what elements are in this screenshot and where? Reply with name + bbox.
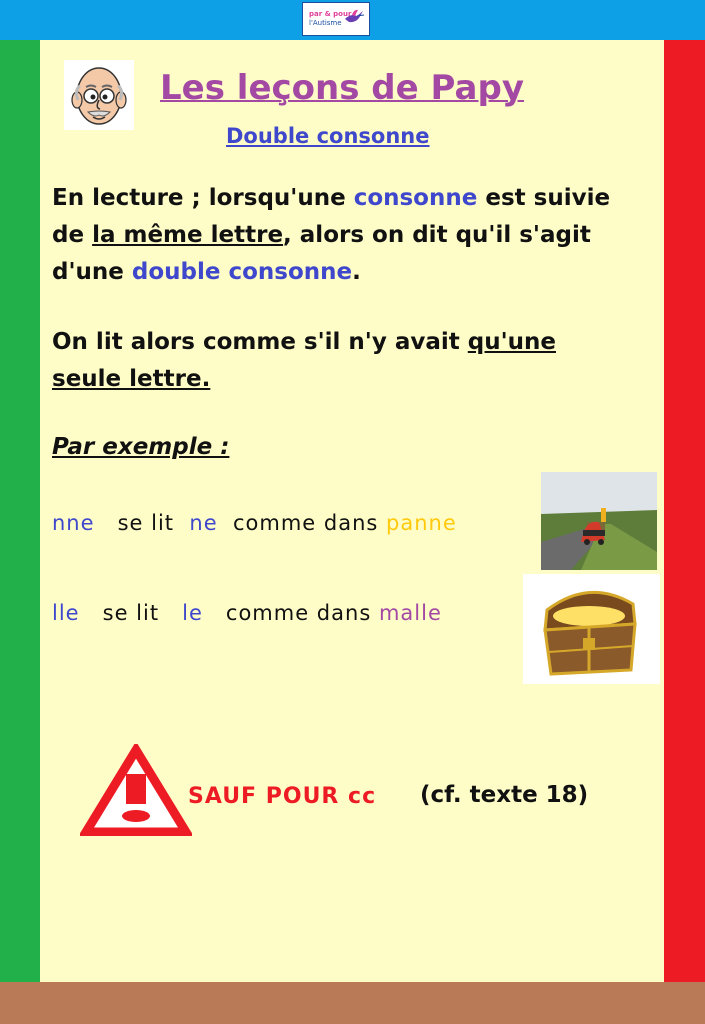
example-row-malle — [52, 601, 442, 625]
warning-text: SAUF POUR cc — [188, 784, 377, 809]
papy-avatar — [64, 60, 134, 130]
keyword-double-consonne: double consonne — [131, 259, 353, 285]
example-as-in: comme dans — [225, 601, 372, 625]
right-red-bar — [664, 40, 705, 982]
example-label: Par exemple : — [52, 434, 230, 460]
text-segment: , alors on dit qu'il s'agit — [283, 222, 591, 248]
autism-logo[interactable] — [302, 2, 370, 36]
text-segment: . — [352, 259, 361, 285]
keyword-only-one: qu'une — [467, 329, 556, 355]
text-segment: de — [52, 222, 93, 248]
papy-avatar-icon — [64, 60, 134, 130]
broken-down-car-photo — [541, 472, 657, 570]
example-sound: le — [182, 601, 203, 625]
example-reads: se lit — [117, 511, 175, 535]
example-as-in: comme dans — [232, 511, 379, 535]
text-segment: On lit alors comme s'il n'y avait — [52, 329, 468, 355]
page-subtitle: Double consonne — [226, 124, 430, 148]
treasure-chest-photo — [523, 574, 660, 684]
hummingbird-logo-icon — [343, 7, 365, 29]
example-row-panne — [52, 511, 457, 535]
example-word: malle — [378, 601, 442, 625]
warning-reference: (cf. texte 18) — [420, 782, 589, 808]
page-title: Les leçons de Papy — [160, 68, 524, 108]
logo-text-line1: par & pour — [309, 10, 352, 18]
example-sound: ne — [189, 511, 218, 535]
warning-triangle-icon — [80, 744, 192, 836]
top-bar — [0, 0, 705, 40]
text-segment: En lecture ; lorsqu'une — [52, 185, 354, 211]
keyword-single-letter: seule lettre. — [52, 366, 211, 392]
bottom-brown-bar — [0, 982, 705, 1024]
text-segment: est suivie — [477, 185, 611, 211]
example-pattern: nne — [52, 511, 95, 535]
left-green-bar — [0, 40, 40, 982]
keyword-consonne: consonne — [353, 185, 478, 211]
reading-paragraph — [52, 324, 556, 398]
rule-paragraph — [52, 180, 610, 291]
text-segment: d'une — [52, 259, 132, 285]
example-reads: se lit — [102, 601, 160, 625]
example-word: panne — [386, 511, 457, 535]
keyword-same-letter: la même lettre — [92, 222, 284, 248]
example-pattern: lle — [52, 601, 80, 625]
logo-text-line2: l'Autisme — [309, 19, 342, 27]
